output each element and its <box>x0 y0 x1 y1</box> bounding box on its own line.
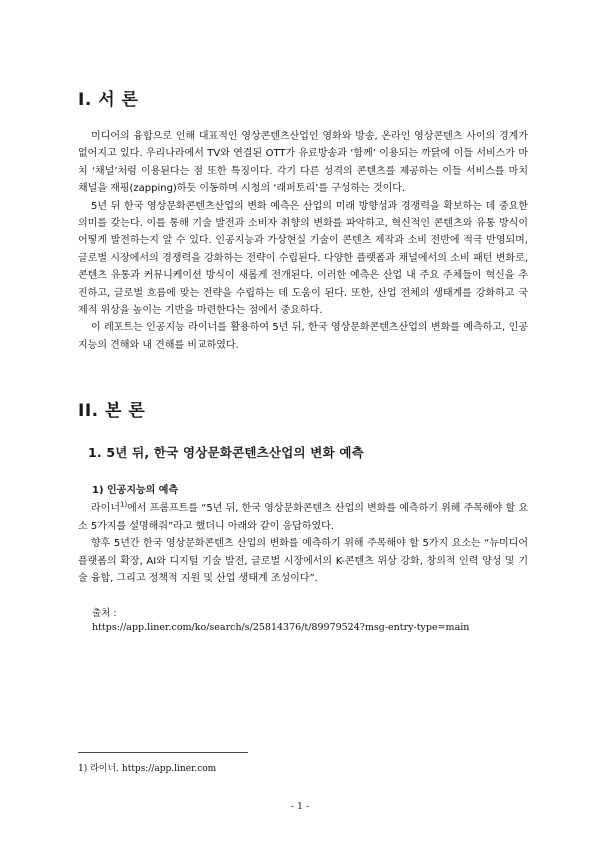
paragraph: 미디어의 융합으로 인해 대표적인 영상콘텐츠산업인 영화와 방송, 온라인 영상콘텐츠 사이의 경계가 없어지고 있다. 우리나라에서 TV와 연결된 OTT가 유료방송과 ‘함께’ 이용되는 까닭에 이들 서비스가 마치 ‘채널’처럼 이용된다는 점 또한 특징이다. 각기 다른 성격의 콘텐츠를 제공하는 이들 서비스를 마치 채널을 재핑(zapping)하듯 이동하며 시청의 ‘래퍼토리’를 구성하는 것이다. <box>78 131 528 195</box>
paragraph: 향후 5년간 한국 영상문화콘텐츠 산업의 변화를 예측하기 위해 주목해야 할 5가지 요소는 “뉴미디어 플랫폼의 확장, AI와 디지털 기술 발전, 글로벌 시장에서의 K-콘텐츠 위상 강화, 창의적 인력 양성 및 기술 융합, 그리고 정책적 지원 및 산업 생태계 조성이다”. <box>78 538 528 584</box>
footnote-divider <box>78 752 248 753</box>
source-label: 출처 : <box>92 608 117 620</box>
subsection-heading: 1. 5년 뒤, 한국 영상문화콘텐츠산업의 변화 예측 <box>88 445 364 461</box>
subsubsection-heading: 1) 인공지능의 예측 <box>92 485 179 497</box>
paragraph: 이 레포트는 인공지능 라이너를 활용하여 5년 뒤, 한국 영상문화콘텐츠산업의 변화를 예측하고, 인공지능의 견해와 내 견해를 비교하였다. <box>78 322 528 351</box>
section-heading-1: I. 서 론 <box>78 90 139 110</box>
section-heading-2: II. 본 론 <box>78 401 146 422</box>
paragraph: 라이너$^{1)}$에서 프롬프트를 “5년 뒤, 한국 영상문화콘텐츠 산업의 변화를 예측하기 위해 주목해야 할 요소 5가지를 설명해줘”라고 했더니 아래와 같이 응답하였다. <box>78 500 528 532</box>
footnote: 1) 라이너. https://app.liner.com <box>78 764 217 774</box>
source-url[interactable]: https://app.liner.com/ko/search/s/25814376/t/89979524?msg-entry-type=main <box>92 622 470 634</box>
page-number: - 1 - <box>290 801 310 812</box>
paragraph: 5년 뒤 한국 영상문화콘텐츠산업의 변화 예측은 산업의 미래 방향성과 경쟁력을 확보하는 데 중요한 의미를 갖는다. 이를 통해 기술 발전과 소비자 취향의 변화를 파악하고, 혁신적인 콘텐츠와 유통 방식이 어떻게 발전하는지 알 수 있다. 인공지능과 가상현실 기술이 콘텐츠 제작과 소비 전반에 적극 반영되며, 글로벌 시장에서의 경쟁력을 강화하는 전략이 수립된다. 다양한 플랫폼과 채널에서의 소비 패턴 변화로, 콘텐츠 유통과 커뮤니케이션 방식이 새롭게 전개된다. 이러한 예측은 산업 내 주요 주체들이 혁신을 추진하고, 글로벌 흐름에 맞는 전략을 수립하는 데 도움이 된다. 또한, 산업 전체의 생태계를 강화하고 국제적 위상을 높이는 기반을 마련한다는 점에서 중요하다. <box>78 200 528 317</box>
